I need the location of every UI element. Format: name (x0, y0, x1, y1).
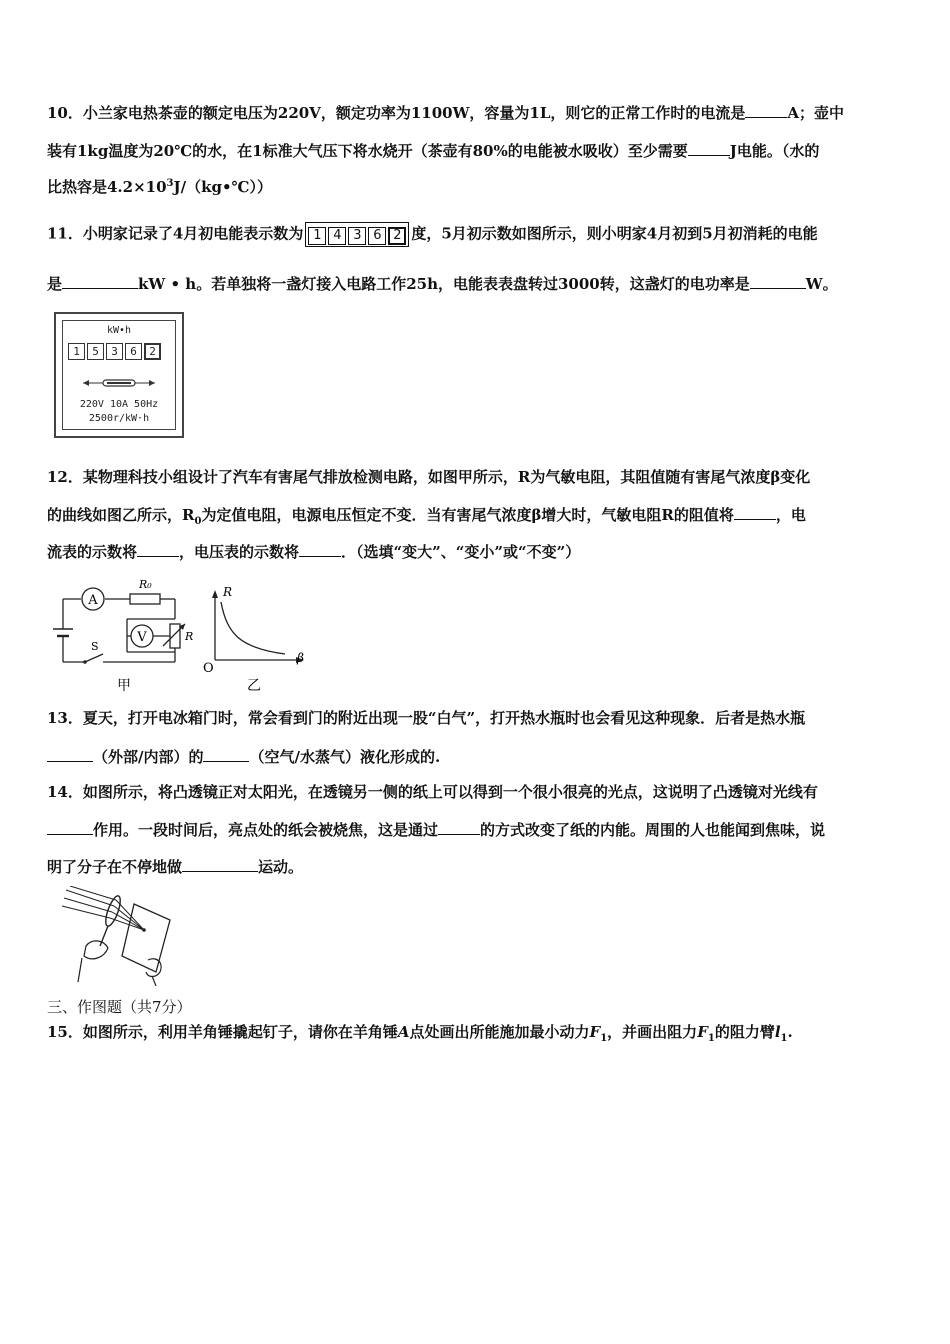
q14-blank-motion[interactable] (182, 856, 258, 872)
convex-lens-sunlight-figure (60, 886, 178, 986)
figure-jia-caption: 甲 (117, 678, 131, 694)
r-label: R (185, 630, 194, 643)
q14-blank-method[interactable] (438, 819, 480, 835)
q11-blank-energy[interactable] (62, 273, 138, 289)
q11-line-2: 是 kW • h。若单独将一盏灯接入电路工作25h，电能表表盘转过3000转，这盏灯的电功率是 W。 (47, 275, 838, 293)
focus-point-icon (142, 928, 146, 932)
q14-line-2: 作用。一段时间后，亮点处的纸会被烧焦，这是通过 的方式改变了纸的内能。周围的人也能闻到焦味，说 (47, 819, 825, 840)
q10-line-1: 10．小兰家电热茶壶的额定电压为220V，额定功率为1100W，容量为1L，则它的正常工作时的电流是 A；壶中 (47, 104, 845, 122)
meter-spec-rating: 220V 10A 50Hz (79, 399, 159, 410)
q12-line-3: 流表的示数将 ，电压表的示数将 ．（选填“变大”、“变小”或“不变”） (47, 543, 581, 561)
q12-line-1: 12．某物理科技小组设计了汽车有害尾气排放检测电路，如图甲所示，R为气敏电阻，其阻值随有害尾气浓度β变化 (47, 468, 811, 486)
graph-origin-label: O (203, 661, 214, 676)
q11-line-1: 11．小明家记录了4月初电能表示数为 1 4 3 6 2 度，5月初示数如图所示，则小明家4月初到5月初消耗的电能 (47, 222, 818, 247)
q10-line-2: 装有1kg温度为20℃的水，在1标准大气压下将水烧开（茶壶有80%的电能被水吸收）至少需要 J电能。（水的 (47, 142, 820, 160)
switch-label: S (91, 640, 99, 653)
voltmeter-label: V (137, 630, 147, 645)
q14-line-1: 14．如图所示，将凸透镜正对太阳光，在透镜另一侧的纸上可以得到一个很小很亮的光点，这说明了凸透镜对光线有 (47, 783, 818, 801)
q15-line-1: 15．如图所示，利用羊角锤撬起钉子，请你在羊角锤A点处画出所能施加最小动力$F_1$，并画出阻力$F_1$的阻力臂$l_1$. (47, 1023, 793, 1044)
q13-line-2: （外部/内部）的 （空气/水蒸气）液化形成的. (47, 746, 440, 767)
q10-line-3: 比热容是$4.2\times 10^3J/(kg•℃)$） (47, 178, 273, 196)
figure-yi-caption: 乙 (247, 678, 261, 694)
q13-blank-location[interactable] (47, 746, 93, 762)
electric-meter-face (62, 320, 176, 430)
q10-blank-current[interactable] (745, 102, 787, 118)
electric-meter-figure (54, 312, 184, 438)
ammeter-label: A (88, 593, 98, 608)
q12-line-2: 的曲线如图乙所示，$R_0$为定值电阻，电源电压恒定不变．当有害尾气浓度β增大时，气敏电阻R的阻值将 ，电 (47, 506, 806, 527)
resistance-graph (215, 594, 300, 660)
circuit-diagram (53, 594, 185, 662)
meter-unit-label: kW•h (106, 325, 132, 336)
graph-x-label: β (297, 651, 304, 665)
q12-blank-resistance[interactable] (734, 504, 776, 520)
y-axis-arrow-icon (212, 590, 218, 598)
q12-circuit-and-graph-figure (45, 574, 313, 696)
q12-blank-voltmeter[interactable] (299, 541, 341, 557)
q14-blank-effect[interactable] (47, 819, 93, 835)
graph-y-label: R (223, 585, 233, 599)
switch-pivot-icon (83, 660, 87, 664)
meter-digits: 1 5 3 6 2 (68, 343, 163, 360)
q11-blank-power[interactable] (750, 273, 806, 289)
meter-disc-icon (81, 376, 157, 390)
q11-reading-box: 1 4 3 6 2 (305, 222, 409, 247)
q13-blank-substance[interactable] (203, 746, 249, 762)
meter-spec-revolutions: 2500r/kW·h (88, 413, 150, 424)
r0-label: R₀ (139, 578, 152, 591)
q13-line-1: 13．夏天，打开电冰箱门时，常会看到门的附近出现一股“白气”，打开热水瓶时也会看见这种现象．后者是热水瓶 (47, 709, 806, 727)
q12-blank-ammeter[interactable] (137, 541, 179, 557)
q10-blank-energy[interactable] (688, 140, 730, 156)
section-3-title: 三、作图题（共7分） (47, 998, 192, 1016)
q14-line-3: 明了分子在不停地做 运动。 (47, 858, 304, 876)
